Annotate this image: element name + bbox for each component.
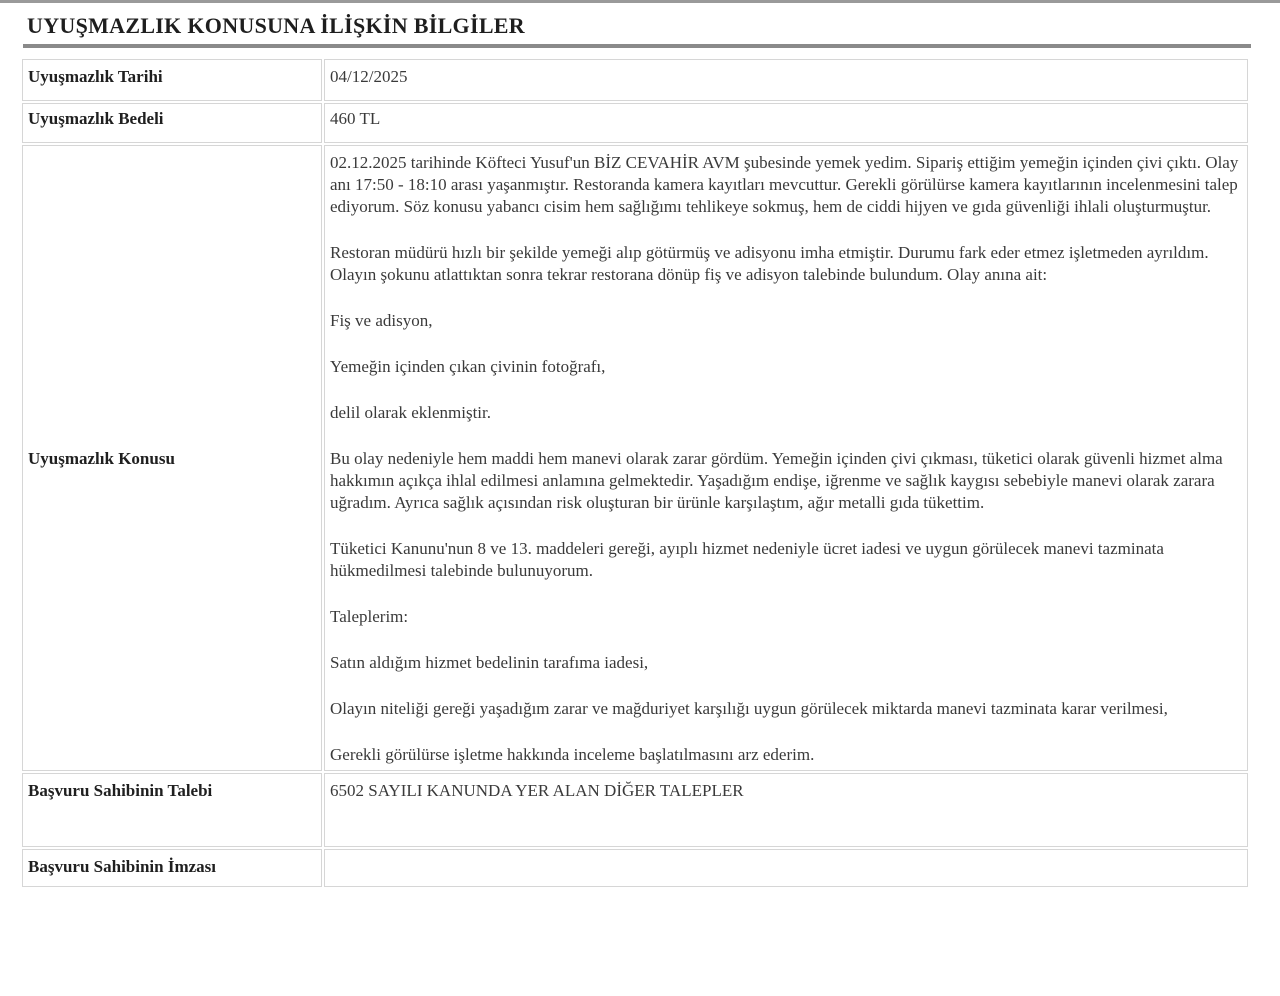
dispute-subject-text — [324, 145, 1248, 771]
dispute-date-label: Uyuşmazlık Tarihi — [22, 59, 322, 101]
title-underline — [23, 44, 1251, 48]
dispute-date-value: 04/12/2025 — [324, 59, 1248, 101]
dispute-amount-value: 460 TL — [324, 103, 1248, 143]
subject-paragraph: Yemeğin içinden çıkan çivinin fotoğrafı, — [330, 357, 606, 376]
applicant-signature-value — [324, 849, 1248, 887]
subject-paragraph: 02.12.2025 tarihinde Köfteci Yusuf'un BİZ CEVAHİR AVM şubesinde yemek yedim. Sipariş ettiğim yemeğin içinden çivi çıktı. Olay anı 17:50 - 18:10 arası yaşanmıştır. Restoranda kamera kayıtları mevcuttur. Gerekli görülürse kamera kayıtlarının incelenmesini talep ediyorum. Söz konusu yabancı cisim hem sağlığımı tehlikeye sokmuş, hem de ciddi hijyen ve gıda güvenliği ihlali oluşturmuştur. — [330, 153, 1239, 216]
dispute-amount-label: Uyuşmazlık Bedeli — [22, 103, 322, 143]
subject-paragraph: Olayın niteliği gereği yaşadığım zarar ve mağduriyet karşılığı uygun görülecek miktarda manevi tazminata karar verilmesi, — [330, 699, 1168, 718]
subject-paragraph: Taleplerim: — [330, 607, 409, 626]
table-row-dispute-subject — [22, 145, 1248, 771]
table-row-dispute-date — [22, 59, 1248, 101]
top-border-line — [0, 0, 1280, 3]
section-title: UYUŞMAZLIK KONUSUNA İLİŞKİN BİLGİLER — [27, 13, 525, 38]
subject-paragraph: Bu olay nedeniyle hem maddi hem manevi olarak zarar gördüm. Yemeğin içinden çivi çıkması, tüketici olarak güvenli hizmet alma hakkımın açıkça ihlal edilmesi anlamına gelmektedir. Yaşadığım endişe, iğrenme ve sağlık kaygısı sebebiyle manevi olarak zarara uğradım. Ayrıca sağlık açısından risk oluşturan bir ürünle karşılaştım, ağır metalli gıda tükettim. — [330, 449, 1223, 512]
subject-paragraph: Tüketici Kanunu'nun 8 ve 13. maddeleri gereği, ayıplı hizmet nedeniyle ücret iadesi ve uygun görülecek manevi tazminata hükmedilmesi talebinde bulunuyorum. — [330, 539, 1164, 580]
applicant-request-value: 6502 SAYILI KANUNDA YER ALAN DİĞER TALEPLER — [324, 773, 1248, 847]
applicant-signature-label: Başvuru Sahibinin İmzası — [22, 849, 322, 887]
subject-paragraph: Gerekli görülürse işletme hakkında inceleme başlatılmasını arz ederim. — [330, 745, 815, 764]
table-row-dispute-amount — [22, 103, 1248, 143]
subject-paragraph: Satın aldığım hizmet bedelinin tarafıma iadesi, — [330, 653, 649, 672]
dispute-subject-label: Uyuşmazlık Konusu — [22, 145, 322, 771]
subject-paragraph: Fiş ve adisyon, — [330, 311, 433, 330]
dispute-info-table — [20, 57, 1250, 889]
table-row-applicant-request — [22, 773, 1248, 847]
subject-paragraph: delil olarak eklenmiştir. — [330, 403, 491, 422]
subject-paragraph: Restoran müdürü hızlı bir şekilde yemeği alıp götürmüş ve adisyonu imha etmiştir. Durumu fark eder etmez işletmeden ayrıldım. Olayın şokunu atlattıktan sonra tekrar restorana dönüp fiş ve adisyon talebinde bulundum. Olay anına ait: — [330, 243, 1209, 284]
table-row-applicant-signature — [22, 849, 1248, 887]
applicant-request-label: Başvuru Sahibinin Talebi — [22, 773, 322, 847]
